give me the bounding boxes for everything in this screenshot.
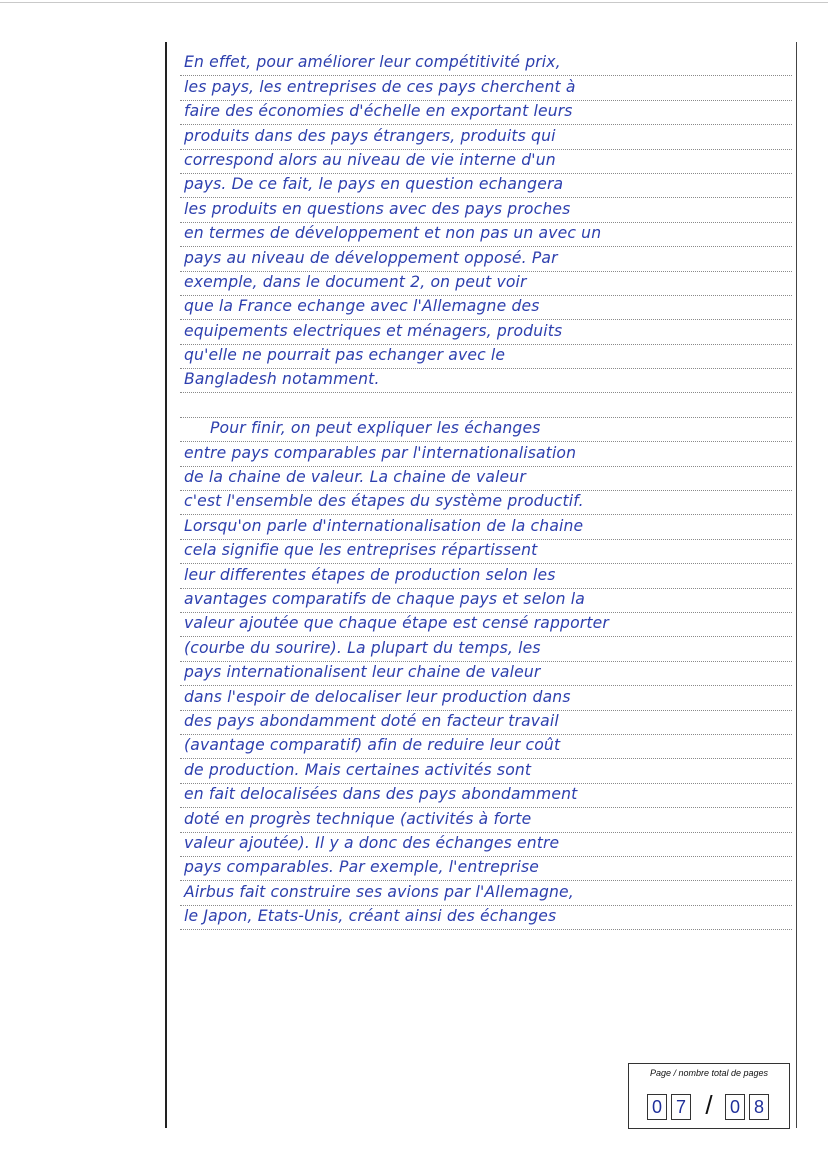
text-line <box>180 223 792 247</box>
text-line-content: Bangladesh notamment. <box>184 370 380 389</box>
text-line-content: en fait delocalisées dans des pays abondamment <box>184 785 578 804</box>
text-line-content: leur differentes étapes de production selon les <box>184 565 556 584</box>
text-line-content: Lorsqu'on parle d'internationalisation de la chaine <box>184 516 584 535</box>
total-digit-1: 0 <box>725 1094 745 1120</box>
text-line-content: Pour finir, on peut expliquer les échanges <box>210 419 541 438</box>
total-digit-2: 8 <box>749 1094 769 1120</box>
text-line-content: qu'elle ne pourrait pas echanger avec le <box>184 346 506 365</box>
top-rule <box>0 2 828 3</box>
text-line-content: pays au niveau de développement opposé. Par <box>184 248 558 267</box>
text-line <box>180 76 792 100</box>
text-line <box>180 906 792 930</box>
page-number-box <box>628 1063 790 1129</box>
right-margin-line <box>796 42 797 1128</box>
text-line-content: avantages comparatifs de chaque pays et selon la <box>184 589 585 608</box>
left-margin-line <box>165 42 167 1128</box>
text-line-content: (avantage comparatif) afin de reduire leur coût <box>184 736 561 755</box>
page-digit-1: 0 <box>647 1094 667 1120</box>
text-line-content: de la chaine de valeur. La chaine de valeur <box>184 468 526 487</box>
text-line <box>180 247 792 271</box>
text-line <box>180 589 792 613</box>
text-line <box>180 296 792 320</box>
page-digit-2: 7 <box>671 1094 691 1120</box>
text-line <box>180 637 792 661</box>
text-line-content: equipements electriques et ménagers, produits <box>184 321 563 340</box>
text-line <box>180 393 792 417</box>
text-line-content: c'est l'ensemble des étapes du système productif. <box>184 492 584 511</box>
text-line-content: (courbe du sourire). La plupart du temps, les <box>184 638 541 657</box>
text-line-content: pays. De ce fait, le pays en question echangera <box>184 175 564 194</box>
text-line-content: Airbus fait construire ses avions par l'Allemagne, <box>184 882 574 901</box>
text-line-content: de production. Mais certaines activités sont <box>184 760 532 779</box>
text-line-content: les produits en questions avec des pays proches <box>184 199 571 218</box>
page-box-label: Page / nombre total de pages <box>649 1068 769 1078</box>
text-line <box>180 540 792 564</box>
text-line <box>180 52 792 76</box>
text-line <box>180 662 792 686</box>
text-line-content: doté en progrès technique (activités à forte <box>184 809 532 828</box>
text-line-content: valeur ajoutée que chaque étape est censé rapporter <box>184 614 609 633</box>
text-line-content: en termes de développement et non pas un avec un <box>184 224 602 243</box>
text-line <box>180 564 792 588</box>
text-line <box>180 174 792 198</box>
page-separator: / <box>705 1090 713 1120</box>
text-line <box>180 711 792 735</box>
text-line-content: produits dans des pays étrangers, produits qui <box>184 126 556 145</box>
text-line-content: entre pays comparables par l'internationalisation <box>184 443 577 462</box>
text-line <box>180 442 792 466</box>
text-line <box>180 198 792 222</box>
text-line-content: le Japon, Etats-Unis, créant ainsi des échanges <box>184 907 557 926</box>
text-line <box>180 613 792 637</box>
text-line <box>180 101 792 125</box>
text-line <box>180 125 792 149</box>
text-line-content: faire des économies d'échelle en exportant leurs <box>184 102 573 121</box>
text-line <box>180 686 792 710</box>
text-line <box>180 735 792 759</box>
text-line <box>180 833 792 857</box>
text-line <box>180 418 792 442</box>
text-line <box>180 150 792 174</box>
text-line-content: En effet, pour améliorer leur compétitivité prix, <box>184 53 561 72</box>
text-line-content: pays internationalisent leur chaine de valeur <box>184 663 541 682</box>
handwritten-text-area <box>180 52 792 930</box>
text-line <box>180 345 792 369</box>
text-line <box>180 369 792 393</box>
text-line-content: exemple, dans le document 2, on peut voir <box>184 272 527 291</box>
text-line-content: que la France echange avec l'Allemagne des <box>184 297 540 316</box>
text-line <box>180 881 792 905</box>
text-line <box>180 857 792 881</box>
text-line-content: correspond alors au niveau de vie interne d'un <box>184 150 556 169</box>
text-line-content: valeur ajoutée). Il y a donc des échanges entre <box>184 833 560 852</box>
text-line <box>180 491 792 515</box>
text-line <box>180 467 792 491</box>
text-line <box>180 784 792 808</box>
text-line <box>180 272 792 296</box>
text-line-content: pays comparables. Par exemple, l'entreprise <box>184 858 540 877</box>
text-line <box>180 515 792 539</box>
text-line-content: des pays abondamment doté en facteur travail <box>184 711 559 730</box>
text-line <box>180 759 792 783</box>
text-line-content: les pays, les entreprises de ces pays cherchent à <box>184 77 576 96</box>
text-line-content: dans l'espoir de delocaliser leur production dans <box>184 687 571 706</box>
text-line <box>180 320 792 344</box>
text-line-content: cela signifie que les entreprises répartissent <box>184 541 538 560</box>
text-line <box>180 808 792 832</box>
